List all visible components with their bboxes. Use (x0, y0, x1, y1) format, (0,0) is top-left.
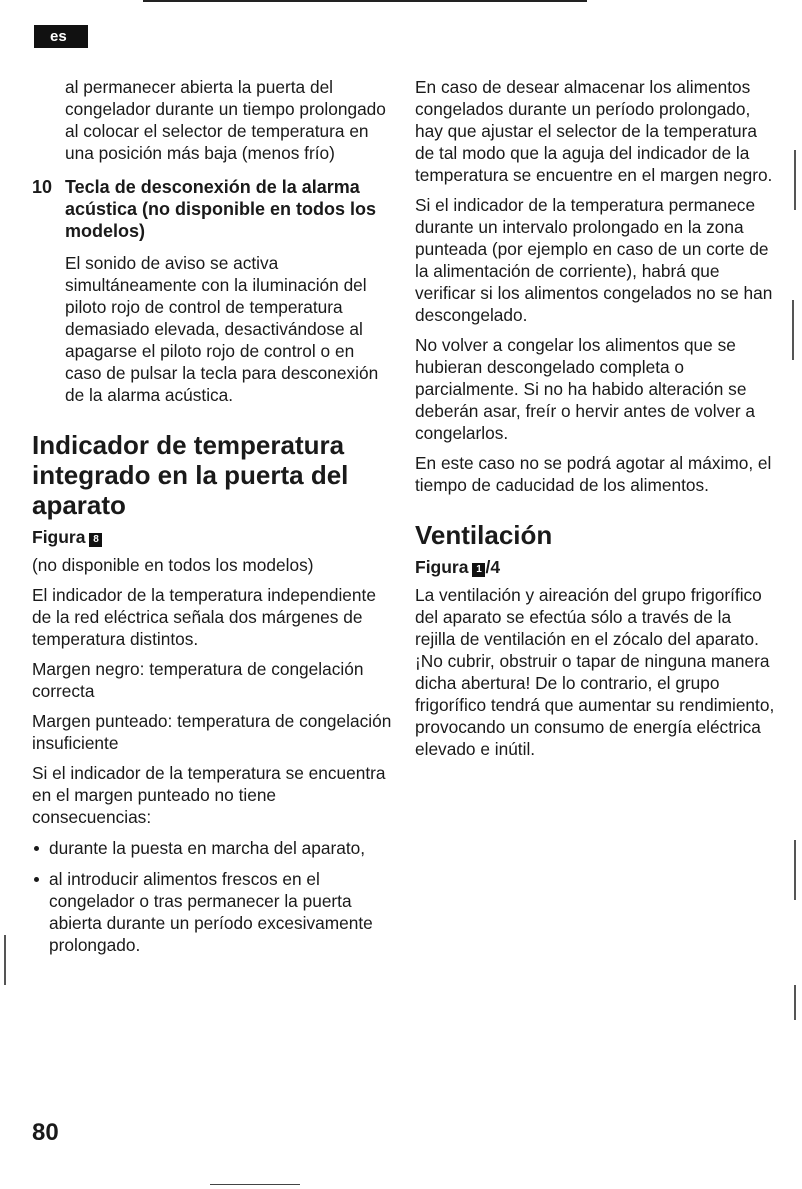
paragraph: No volver a congelar los alimentos que se hubieran descongelado completa o parcialmente. Si no ha habido alteración se deberán asar, freír o hervir antes de volver a congelarlos. (415, 335, 756, 443)
bullet-item (32, 868, 392, 956)
figure-reference (32, 526, 392, 548)
left-column (32, 76, 392, 956)
paragraph: Si el indicador de la temperatura se encuentra en el margen punteado no tiene consecuencias: (32, 763, 386, 827)
paragraph: El indicador de la temperatura independiente de la red eléctrica señala dos márgenes de temperatura distintos. (32, 585, 376, 649)
ventilation-body: La ventilación y aireación del grupo frigorífico del aparato se efectúa sólo a través de la rejilla de ventilación en el zócalo del aparato. ¡No cubrir, obstruir o tapar de ninguna manera dicha abertura! De lo contrario, el grupo frigorífico tendrá que aumentar su rendimiento, provocando un consumo de energía eléctrica elevado e inútil. (415, 585, 775, 759)
numbered-item-10 (32, 176, 392, 406)
bullet-text: durante la puesta en marcha del aparato, (49, 838, 366, 858)
section-title-ventilation: Ventilación (415, 520, 553, 550)
paragraph: Margen negro: temperatura de congelación correcta (32, 659, 364, 701)
availability-note: (no disponible en todos los modelos) (32, 555, 314, 575)
bullet-text: al introducir alimentos frescos en el congelador o tras permanecer la puerta abierta durante un período excesivamente prolongado. (49, 869, 373, 955)
bottom-rule (210, 1184, 300, 1185)
figure-suffix: /4 (485, 557, 501, 577)
continuation-item-1: al permanecer abierta la puerta del congelador durante un tiempo prolongado (65, 77, 386, 119)
figure-number-box: 1 (472, 563, 485, 577)
bullet-item (32, 837, 392, 859)
paragraph: En este caso no se podrá agotar al máximo, el tiempo de caducidad de los alimentos. (415, 453, 772, 495)
item-number: 10 (32, 177, 53, 197)
page-number: 80 (32, 1119, 59, 1146)
figure-reference (415, 556, 775, 578)
figure-label: Figura (415, 557, 469, 577)
margin-mark (794, 985, 796, 1020)
paragraph: Si el indicador de la temperatura permanece durante un intervalo prolongado en la zona punteada (por ejemplo en caso de un corte de la alimentación de corriente), habrá que verificar si los alimentos congelados no se han descongelado. (415, 195, 773, 325)
paragraph: Margen punteado: temperatura de congelación insuficiente (32, 711, 392, 753)
figure-label: Figura (32, 527, 86, 547)
continuation-item-2: al colocar el selector de temperatura en una posición más baja (menos frío) (65, 121, 369, 163)
figure-number-box: 8 (89, 533, 102, 547)
right-column (415, 76, 775, 760)
margin-mark (794, 150, 796, 210)
language-badge: es (34, 25, 88, 48)
margin-mark (792, 300, 794, 360)
margin-mark (794, 840, 796, 900)
section-title-temperature-indicator: Indicador de temperatura integrado en la puerta del aparato (32, 430, 349, 520)
item-title: Tecla de desconexión de la alarma acústica (no disponible en todos los modelos) (65, 177, 377, 241)
top-rule (143, 0, 587, 2)
item-body: El sonido de aviso se activa simultáneamente con la iluminación del piloto rojo de control de temperatura demasiado elevada, desactivándose al apagarse el piloto rojo de control o en caso de pulsar la tecla para desconexión de la alarma acústica. (65, 253, 379, 405)
paragraph: En caso de desear almacenar los alimentos congelados durante un período prolongado, hay que ajustar el selector de la temperatura de tal modo que la aguja del indicador de la temperatura se encuentre en el margen negro. (415, 77, 773, 185)
margin-mark (4, 935, 6, 985)
